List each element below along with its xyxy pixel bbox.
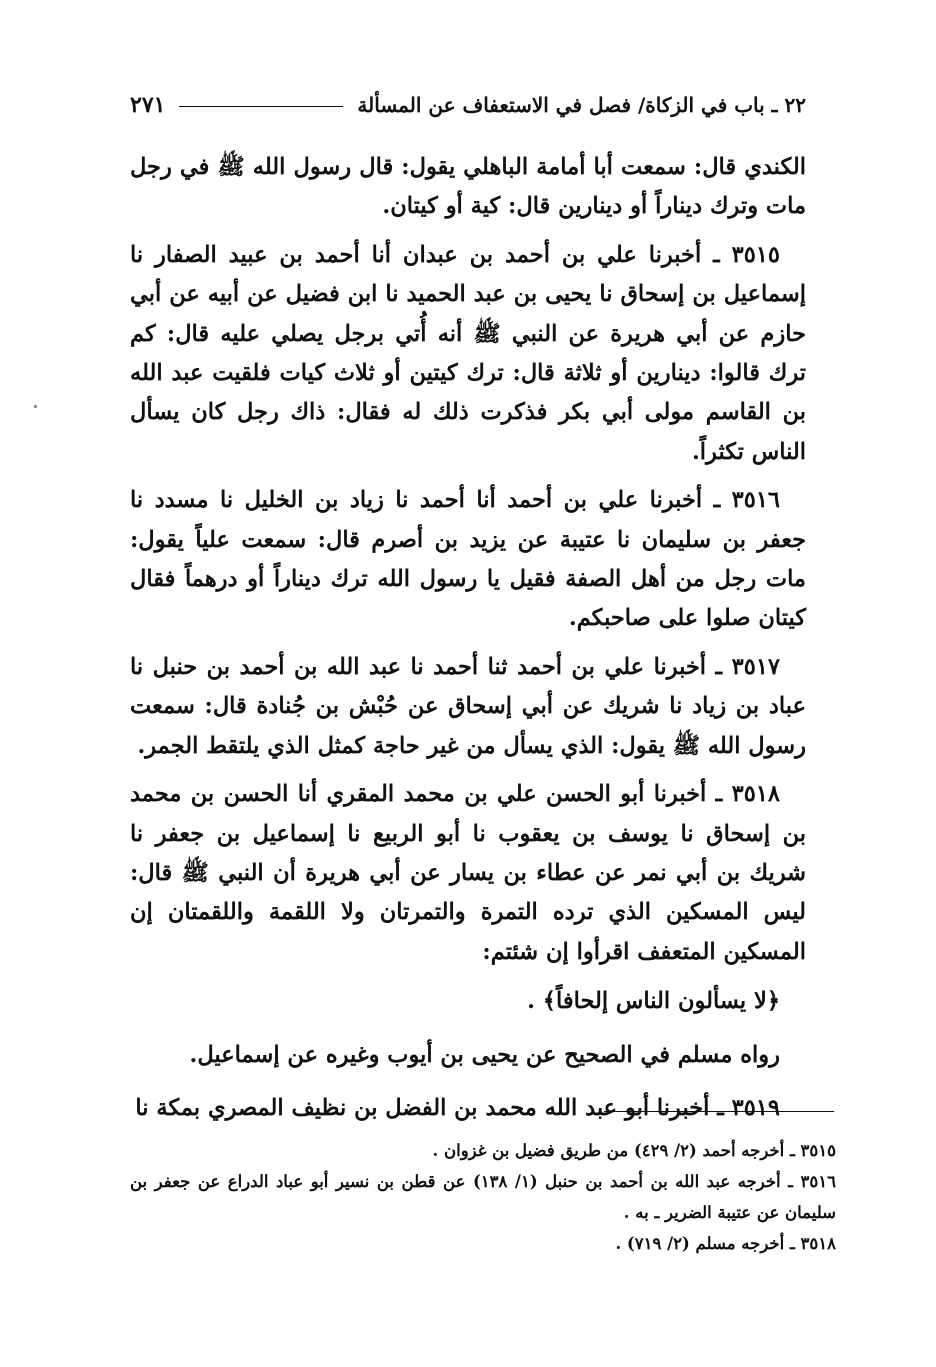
main-text [130, 148, 806, 1137]
footnote-separator [604, 1111, 834, 1112]
footnote-3516: ٣٥١٦ ـ أخرجه عبد الله بن أحمد بن حنبل (١/ ١٣٨) عن قطن بن نسير أبو عباد الدراع عن جعفر بن سليمان عن عتيبة الضرير ـ به . [130, 1172, 836, 1222]
paragraph-continuation: الكندي قال: سمعت أبا أمامة الباهلي يقول: قال رسول الله ﷺ في رجل مات وترك ديناراً أو دينارين قال: كية أو كيتان. [130, 154, 806, 220]
footnotes [130, 1135, 836, 1259]
running-header [130, 90, 806, 120]
hadith-3515: ٣٥١٥ ـ أخبرنا علي بن أحمد بن عبدان أنا أحمد بن عبيد الصفار نا إسماعيل بن إسحاق نا يحيى بن عبد الحميد نا ابن فضيل عن أبيه عن أبي حازم عن أبي هريرة عن النبي ﷺ أنه أُتي برجل يصلي عليه قال: كم ترك قالوا: دينارين أو ثلاثة قال: ترك كيتين أو ثلاث كيات فلقيت عبد الله بن القاسم مولى أبي بكر فذكرت ذلك له فقال: ذاك رجل كان يسأل الناس تكثراً. [130, 241, 806, 465]
hadith-3517: ٣٥١٧ ـ أخبرنا علي بن أحمد ثنا أحمد نا عبد الله بن أحمد بن حنبل نا عباد بن زياد نا شريك عن أبي إسحاق عن حُبْش بن جُنادة قال: سمعت رسول الله ﷺ يقول: الذي يسأل من غير حاجة كمثل الذي يلتقط الجمر. [130, 653, 806, 759]
hadith-3519: ٣٥١٩ ـ أخبرنا أبو عبد الله محمد بن الفضل بن نظيف المصري بمكة نا [135, 1094, 780, 1121]
header-rule [179, 106, 343, 107]
quran-verse: ﴿لا يسألون الناس إلحافاً﴾ . [527, 988, 780, 1015]
footnote-3518: ٣٥١٨ ـ أخرجه مسلم (٢/ ٧١٩) . [615, 1234, 836, 1253]
hadith-3518: ٣٥١٨ ـ أخبرنا أبو الحسن علي بن محمد المقري أنا الحسن بن محمد بن إسحاق نا يوسف بن يعقوب نا أبو الربيع نا إسماعيل بن جعفر نا شريك بن أبي نمر عن عطاء بن يسار عن أبي هريرة أن النبي ﷺ قال: ليس المسكين الذي ترده التمرة والتمرتان ولا اللقمة واللقمتان إن المسكين المتعفف اقرأوا إن شئتم: [130, 781, 806, 965]
scan-speck [34, 405, 37, 408]
riwaya-note: رواه مسلم في الصحيح عن يحيى بن أيوب وغيره عن إسماعيل. [189, 1041, 780, 1068]
footnote-3515: ٣٥١٥ ـ أخرجه أحمد (٢/ ٤٢٩) من طريق فضيل بن غزوان . [432, 1141, 836, 1160]
page-number: ٢٧١ [130, 92, 166, 118]
running-title: ٢٢ ـ باب في الزكاة/ فصل في الاستعفاف عن المسألة [357, 93, 806, 117]
hadith-3516: ٣٥١٦ ـ أخبرنا علي بن أحمد أنا أحمد نا زياد بن الخليل نا مسدد نا جعفر بن سليمان نا عتيبة عن يزيد بن أصرم قال: سمعت علياً يقول: مات رجل من أهل الصفة فقيل يا رسول الله ترك ديناراً أو درهماً فقال كيتان صلوا على صاحبكم. [130, 487, 806, 632]
